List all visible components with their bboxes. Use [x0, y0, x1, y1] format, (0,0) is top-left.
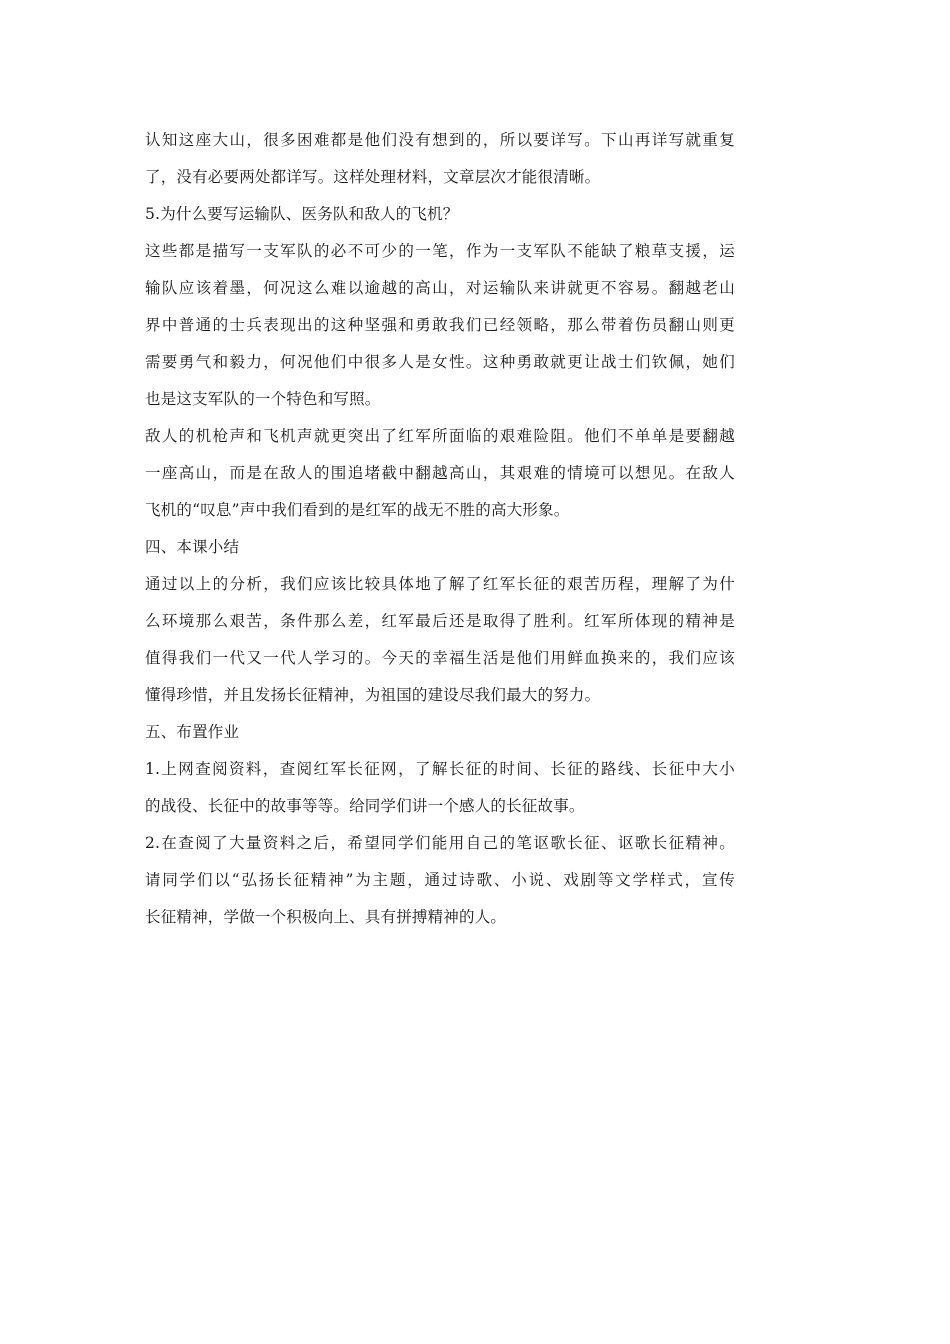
homework-item-2-line-3: 长征精神，学做一个积极向上、具有拼搏精神的人。 — [145, 908, 507, 926]
homework-item-2-line-1: 2.在查阅了大量资料之后，希望同学们能用自己的笔讴歌长征、讴歌长征精神。 — [145, 834, 735, 852]
text-line-6: 界中普通的士兵表现出的这种坚强和勇敢我们已经领略，那么带着伤员翻山则更 — [145, 316, 735, 334]
text-line-7: 需要勇气和毅力，何况他们中很多人是女性。这种勇敢就更让战士们钦佩，她们 — [145, 353, 735, 371]
text-line-10: 一座高山，而是在敌人的围追堵截中翻越高山，其艰难的情境可以想见。在敌人 — [145, 464, 735, 482]
text-line-13: 通过以上的分析，我们应该比较具体地了解了红军长征的艰苦历程，理解了为什 — [145, 575, 735, 593]
document-body — [145, 122, 735, 936]
text-line-11: 飞机的“叹息”声中我们看到的是红军的战无不胜的高大形象。 — [145, 501, 570, 519]
text-line-9: 敌人的机枪声和飞机声就更突出了红军所面临的艰难险阻。他们不单单是要翻越 — [145, 427, 735, 445]
section-heading-summary: 四、本课小结 — [145, 538, 240, 556]
text-line-5: 输队应该着墨，何况这么难以逾越的高山，对运输队来讲就更不容易。翻越老山 — [145, 279, 735, 297]
text-line-2: 了，没有必要两处都详写。这样处理材料，文章层次才能很清晰。 — [145, 168, 601, 186]
text-line-4: 这些都是描写一支军队的必不可少的一笔，作为一支军队不能缺了粮草支援，运 — [145, 242, 735, 260]
text-line-15: 值得我们一代又一代人学习的。今天的幸福生活是他们用鲜血换来的，我们应该 — [145, 649, 735, 667]
text-line-8: 也是这支军队的一个特色和写照。 — [145, 390, 381, 408]
text-line-16: 懂得珍惜，并且发扬长征精神，为祖国的建设尽我们最大的努力。 — [145, 686, 601, 704]
homework-item-1-line-1: 1.上网查阅资料，查阅红军长征网，了解长征的时间、长征的路线、长征中大小 — [145, 760, 735, 778]
section-heading-homework: 五、布置作业 — [145, 723, 240, 741]
homework-item-1-line-2: 的战役、长征中的故事等等。给同学们讲一个感人的长征故事。 — [145, 797, 585, 815]
text-line-14: 么环境那么艰苦，条件那么差，红军最后还是取得了胜利。红军所体现的精神是 — [145, 612, 735, 630]
homework-item-2-line-2: 请同学们以“弘扬长征精神”为主题，通过诗歌、小说、戏剧等文学样式，宣传 — [145, 871, 735, 889]
question-heading-5: 5.为什么要写运输队、医务队和敌人的飞机？ — [145, 205, 459, 223]
text-line-1: 认知这座大山，很多困难都是他们没有想到的，所以要详写。下山再详写就重复 — [145, 131, 735, 149]
